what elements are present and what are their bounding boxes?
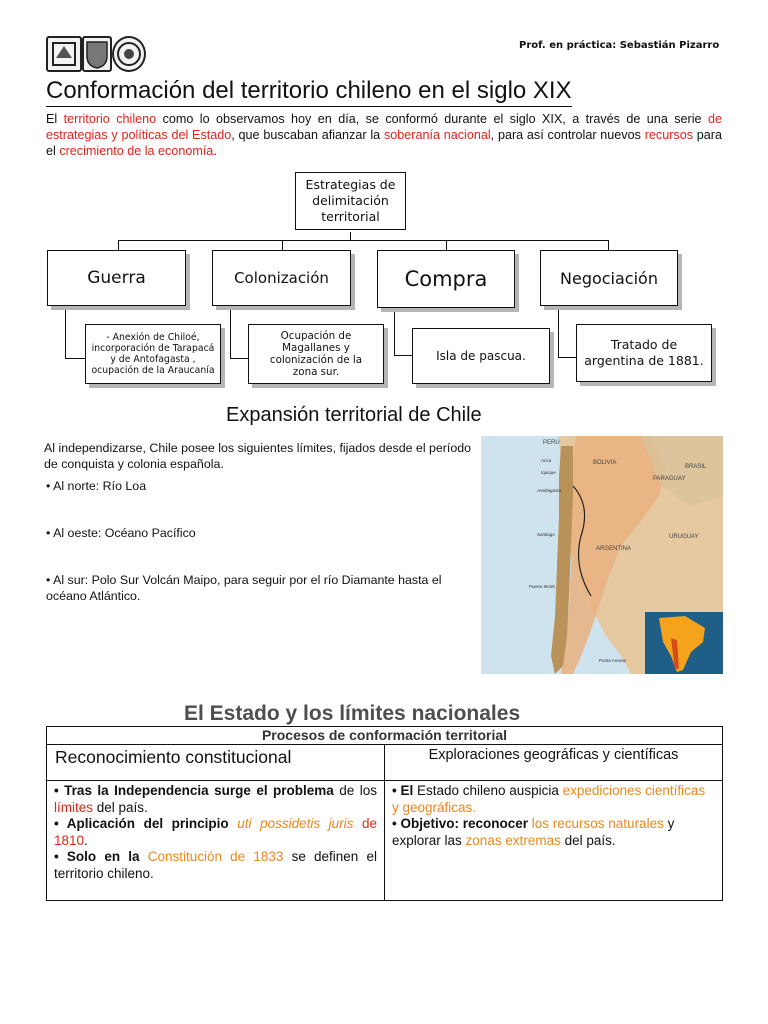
estado-title: El Estado y los límites nacionales xyxy=(184,702,521,725)
procesos-table xyxy=(46,726,723,901)
bracket-nego-h xyxy=(558,357,576,358)
map-city-santiago: Santiago xyxy=(537,532,555,537)
limit-south: • Al sur: Polo Sur Volcán Maipo, para seguir por el río Diamante hasta el océano Atlántico. xyxy=(46,573,442,603)
detail-compra: Isla de pascua. xyxy=(412,328,550,384)
map-label-peru: PERÚ xyxy=(543,440,560,446)
strategy-colonizacion: Colonización xyxy=(212,250,351,306)
map-label-brasil: BRASIL xyxy=(685,464,707,470)
bracket-compra-h xyxy=(394,355,412,356)
map-label-argentina: ARGENTINA xyxy=(596,546,632,552)
detail-guerra: - Anexión de Chiloé, incorporación de Tarapacá y de Antofagasta , ocupación de la Araucanía xyxy=(85,324,221,384)
school-logo-1 xyxy=(46,36,82,72)
connector-root-down xyxy=(350,232,351,240)
map-city-puerto-montt: Puerto Montt xyxy=(529,584,555,589)
map-label-uruguay: URUGUAY xyxy=(669,534,699,540)
detail-negociacion: Tratado de argentina de 1881. xyxy=(576,324,712,382)
detail-colonizacion: Ocupación de Magallanes y colonización de la zona sur. xyxy=(248,324,384,384)
connector-guerra xyxy=(118,240,119,250)
map-city-arica: Arica xyxy=(541,458,552,463)
page-title: Conformación del territorio chileno en el siglo XIX xyxy=(46,77,572,107)
col2-head: Exploraciones geográficas y científicas xyxy=(385,745,723,781)
chile-map-image xyxy=(481,436,723,674)
strategy-negociacion: Negociación xyxy=(540,250,678,306)
expansion-title: Expansión territorial de Chile xyxy=(226,404,482,426)
limit-west: • Al oeste: Océano Pacífico xyxy=(46,526,196,540)
table-title-row xyxy=(47,727,723,745)
col1-head: Reconocimiento constitucional xyxy=(47,745,385,781)
connector-compra xyxy=(446,240,447,250)
table-head-row xyxy=(47,745,723,781)
bracket-colon-v xyxy=(230,307,231,359)
diagram-root: Estrategias de delimitación territorial xyxy=(295,172,406,230)
expansion-intro: Al independizarse, Chile posee los siguientes límites, fijados desde el período de conquista y colonia española. xyxy=(44,441,472,471)
col1-body: • Tras la Independencia surge el problema de los límites del país. • Aplicación del principio uti possidetis juris de 1810. • Solo en la Constitución de 1833 se definen el territorio chileno. xyxy=(47,781,385,901)
map-label-bolivia: BOLIVIA xyxy=(593,460,617,466)
bracket-colon-h xyxy=(230,358,248,359)
intro-paragraph: El territorio chileno como lo observamos hoy en día, se conformó durante el siglo XIX, a través de una serie de estrategias y políticas del Estado, que buscaban afianzar la soberanía nacional, para así controlar nuevos recursos para el crecimiento de la economía. xyxy=(46,112,722,158)
table-body-row xyxy=(47,781,723,901)
bracket-compra-v xyxy=(394,309,395,356)
connector-horizontal xyxy=(118,240,608,241)
map-inset-south-america xyxy=(645,612,723,674)
map-city-iquique: Iquique xyxy=(541,470,556,475)
map-city-antofagasta: Antofagasta xyxy=(537,488,562,493)
col2-body: • El Estado chileno auspicia expediciones científicas y geográficas. • Objetivo: reconocer los recursos naturales y explorar las zonas extremas del país. xyxy=(385,781,723,901)
strategy-compra: Compra xyxy=(377,250,515,308)
connector-negociacion xyxy=(608,240,609,250)
school-logo-2 xyxy=(82,36,112,72)
bracket-nego-v xyxy=(558,307,559,358)
strategy-guerra: Guerra xyxy=(47,250,186,306)
limit-north: • Al norte: Río Loa xyxy=(46,479,147,493)
connector-colonizacion xyxy=(282,240,283,250)
teacher-name: Prof. en práctica: Sebastián Pizarro xyxy=(519,40,720,51)
bracket-guerra-v xyxy=(65,307,66,359)
table-title: Procesos de conformación territorial xyxy=(47,727,723,745)
map-city-punta-arenas: Punta Arenas xyxy=(599,658,627,663)
bracket-guerra-h xyxy=(65,358,85,359)
map-label-paraguay: PARAGUAY xyxy=(653,476,686,482)
school-logo-3 xyxy=(112,36,146,72)
